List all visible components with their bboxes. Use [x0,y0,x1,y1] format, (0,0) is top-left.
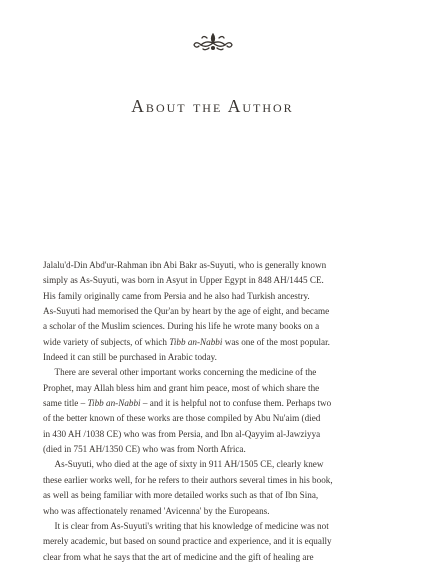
text-segment: same title – [43,399,88,410]
text-segment: wide variety of subjects, of which [43,337,170,348]
text-line [43,412,382,427]
text-line [43,551,382,566]
text-segment: It is clear from As-Suyuti's writing that his knowledge of medicine was not [54,521,329,532]
text-segment: these earlier works well, for he refers to their authors several times in his book, [43,475,333,486]
text-segment: a scholar of the Muslim sciences. During his life he wrote many books on a [43,322,320,333]
floral-ornament-icon [0,30,425,54]
text-segment: – and it is helpful not to confuse them. Perhaps two [140,399,332,410]
italic-title-text: Tibb an-Nabbi [169,337,223,348]
text-line [43,520,382,535]
text-segment: was one of the most popular. [222,337,330,348]
floral-ornament-icon [191,30,235,52]
text-line [43,274,382,289]
text-segment: in 430 AH /1038 CE) who was from Persia, and Ibn al-Qayyim al-Jawziyya [43,429,321,440]
text-line [43,474,382,489]
text-segment: Prophet, may Allah bless him and grant him peace, most of which share the [43,383,320,394]
text-line [43,382,382,397]
page-title: About the Author [131,96,294,116]
body-text [43,259,395,566]
text-segment: simply as As-Suyuti, was born in Asyut in Upper Egypt in 848 AH/1445 CE. [43,276,324,287]
text-segment: clear from what he says that the art of medicine and the gift of healing are [43,552,314,563]
text-segment: There are several other important works concerning the medicine of the [54,368,317,379]
text-segment: merely academic, but based on sound practice and experience, and it is equally [43,537,332,548]
text-segment: (died in 751 AH/1350 CE) who was from North Africa. [43,445,246,456]
text-line [43,443,382,458]
text-line [43,458,382,473]
text-line [43,290,382,305]
italic-title-text: Tibb an-Nabbi [87,399,141,410]
text-line [43,535,382,550]
text-segment: as well as being familiar with more detailed works such as that of Ibn Sina, [43,491,319,502]
text-line [43,259,382,274]
text-segment: As-Suyuti had memorised the Qur'an by heart by the age of eight, and became [43,307,330,318]
text-line [43,336,382,351]
text-line [43,305,382,320]
text-line [43,489,382,504]
text-line [43,366,382,381]
text-line [43,351,382,366]
text-segment: of the better known of these works are those compiled by Abu Nu'aim (died [43,414,321,425]
text-segment: His family originally came from Persia and he also had Turkish ancestry. [43,291,310,302]
text-segment: As-Suyuti, who died at the age of sixty in 911 AH/1505 CE, clearly knew [54,460,324,471]
text-line [43,320,382,335]
text-segment: Indeed it can still be purchased in Arabic today. [43,353,217,364]
text-segment: who was affectionately renamed 'Avicenna' by the Europeans. [43,506,270,517]
text-segment: Jalalu'd-Din Abd'ur-Rahman ibn Abi Bakr as-Suyuti, who is generally known [43,261,327,271]
text-line [43,428,382,443]
text-line [43,505,382,520]
text-line [43,397,382,412]
